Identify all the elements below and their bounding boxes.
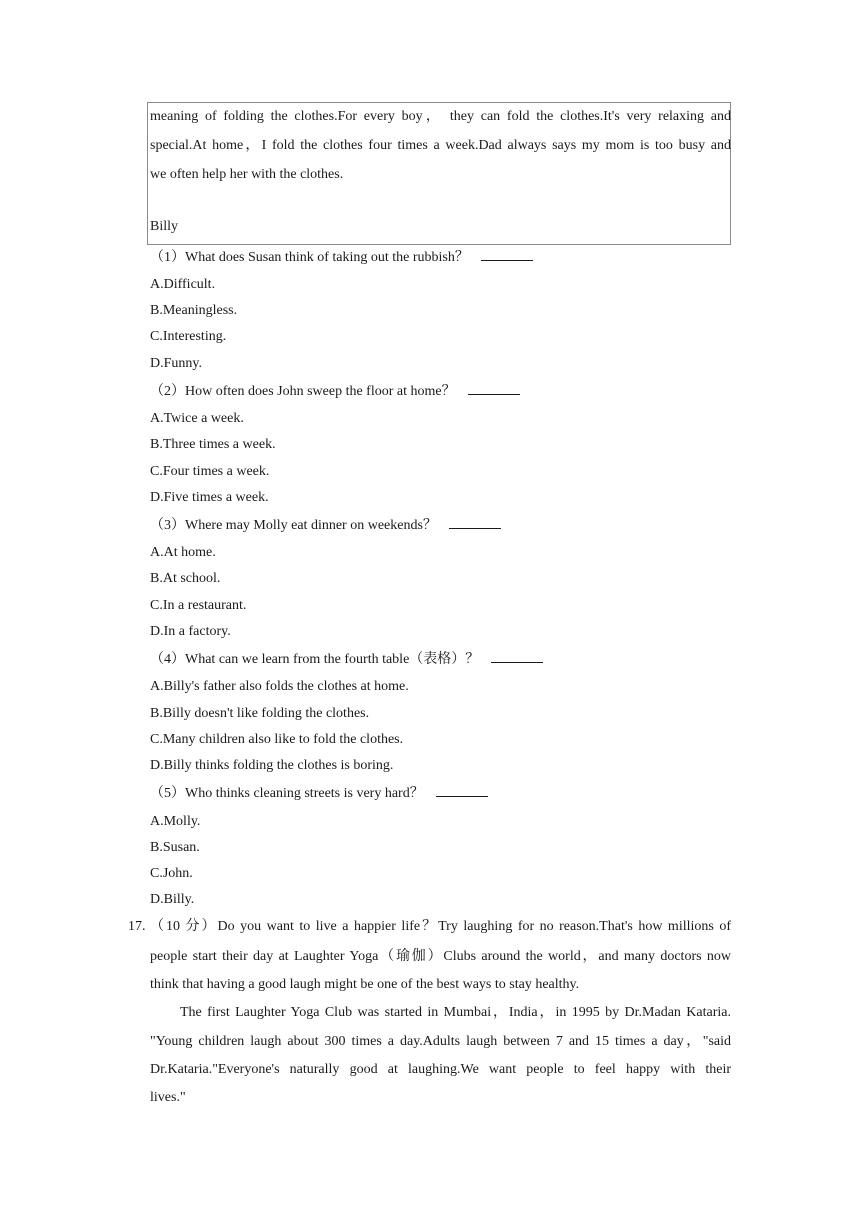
question-number: 17. bbox=[128, 919, 146, 934]
passage-text-line: （10 分）Do you want to live a happier life？Try laughing for no reason.That's how millions of bbox=[150, 919, 731, 934]
option: C.Interesting. bbox=[150, 329, 227, 344]
passage-text-line: "Young children laugh about 300 times a day.Adults laugh between 7 and 15 times a day，"said bbox=[150, 1034, 731, 1049]
passage-line: special.At home，I fold the clothes four times a week.Dad always says my mom is too busy and bbox=[150, 138, 731, 153]
answer-blank bbox=[468, 382, 520, 395]
question-stem: （2）How often does John sweep the floor at home？ bbox=[150, 382, 520, 401]
option: D.Billy thinks folding the clothes is boring. bbox=[150, 758, 394, 773]
option: A.Difficult. bbox=[150, 277, 216, 292]
option: D.Five times a week. bbox=[150, 490, 269, 505]
answer-blank bbox=[491, 650, 543, 663]
option: C.In a restaurant. bbox=[150, 598, 247, 613]
passage-text-line: lives." bbox=[150, 1090, 186, 1105]
option: A.Molly. bbox=[150, 814, 201, 829]
answer-blank bbox=[449, 516, 501, 529]
option: C.John. bbox=[150, 866, 193, 881]
option: B.Three times a week. bbox=[150, 437, 276, 452]
passage-text-line: The first Laughter Yoga Club was started in Mumbai，India，in 1995 by Dr.Madan Kataria. bbox=[180, 1005, 731, 1020]
option: B.Billy doesn't like folding the clothes. bbox=[150, 706, 370, 721]
passage-line: we often help her with the clothes. bbox=[150, 167, 344, 182]
passage-text-line: Dr.Kataria."Everyone's naturally good at laughing.We want people to feel happy with their bbox=[150, 1062, 731, 1077]
option: B.Susan. bbox=[150, 840, 200, 855]
passage-signature: Billy bbox=[150, 219, 179, 234]
passage-text-line: people start their day at Laughter Yoga（瑜伽）Clubs around the world，and many doctors now bbox=[150, 949, 731, 964]
option: C.Four times a week. bbox=[150, 464, 270, 479]
question-stem: （5）Who thinks cleaning streets is very hard？ bbox=[150, 784, 488, 803]
answer-blank bbox=[436, 784, 488, 797]
option: A.Billy's father also folds the clothes at home. bbox=[150, 679, 409, 694]
question-stem: （4）What can we learn from the fourth table（表格）？ bbox=[150, 650, 543, 669]
option: A.Twice a week. bbox=[150, 411, 244, 426]
option: C.Many children also like to fold the clothes. bbox=[150, 732, 404, 747]
option: B.Meaningless. bbox=[150, 303, 238, 318]
question-stem: （1）What does Susan think of taking out the rubbish？ bbox=[150, 248, 533, 267]
option: D.Funny. bbox=[150, 356, 202, 371]
question-stem: （3）Where may Molly eat dinner on weekends？ bbox=[150, 516, 501, 535]
answer-blank bbox=[481, 248, 533, 261]
option: B.At school. bbox=[150, 571, 221, 586]
passage-text-line: think that having a good laugh might be one of the best ways to stay healthy. bbox=[150, 977, 580, 992]
option: A.At home. bbox=[150, 545, 216, 560]
option: D.Billy. bbox=[150, 892, 195, 907]
passage-line: meaning of folding the clothes.For every boy， they can fold the clothes.It's very relaxing and bbox=[150, 109, 731, 124]
option: D.In a factory. bbox=[150, 624, 231, 639]
